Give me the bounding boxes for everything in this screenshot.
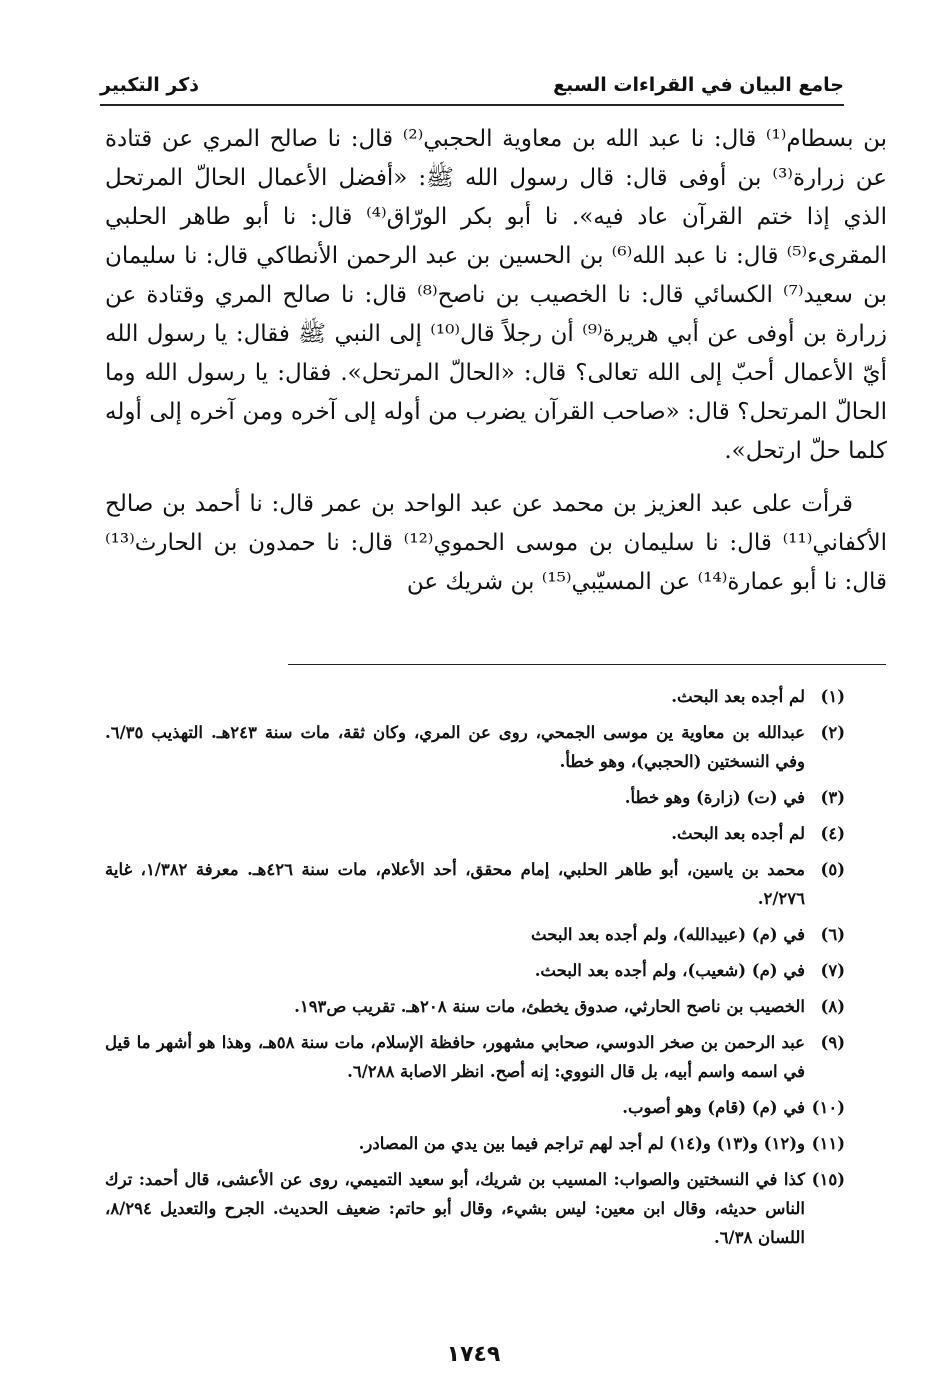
header-rule <box>100 104 844 106</box>
main-paragraph: قرأت على عبد العزيز بن محمد عن عبد الواحد بن عمر قال: نا أحمد بن صالح الأكفاني⁽¹¹⁾ قال: نا سليمان بن موسى الحموي⁽¹²⁾ قال: نا حمدون بن الحارث⁽¹³⁾ قال: نا أبو عمارة⁽¹⁴⁾ عن المسيّبي⁽¹⁵⁾ بن شريك عن <box>105 491 888 595</box>
chapter-title: ذكر التكبير <box>100 74 200 96</box>
footnote <box>105 682 845 711</box>
footnote-text: محمد بن ياسين، أبو طاهر الحلبي، إمام محقق، أحد الأعلام، مات سنة ٤٢٦هـ. معرفة ١/٣٨٢، غاية ٢/٢٧٦. <box>105 860 805 908</box>
footnote <box>105 718 845 776</box>
footnote-number: (٥) <box>820 860 845 879</box>
main-text <box>105 120 887 602</box>
footnote <box>105 1093 845 1122</box>
footnote <box>105 992 845 1021</box>
footnote-number: (١٠) <box>811 1098 845 1117</box>
footnote-text: في (م) (شعيب)، ولم أجده بعد البحث. <box>534 961 805 980</box>
footnote-number: (٢) <box>820 723 845 742</box>
footnote-number: (٤) <box>820 824 845 843</box>
page-number: ١٧٤٩ <box>446 1342 501 1367</box>
footnotes <box>105 682 845 1259</box>
footnote-separator <box>288 664 886 665</box>
running-header <box>100 70 844 102</box>
footnote <box>105 1028 845 1086</box>
footnote-text: و(١٢) و(١٣) و(١٤) لم أجد لهم تراجم فيما بين يدي من المصادر. <box>358 1134 805 1153</box>
footnote <box>105 819 845 848</box>
footnote-text: لم أجده بعد البحث. <box>671 687 805 706</box>
footnote-text: عبد الرحمن بن صخر الدوسي، صحابي مشهور، حافظة الإسلام، مات سنة ٥٨هـ، وهذا هو أشهر ما قيل في اسمه واسم أبيه، بل قال النووي: إنه أصح. انظر الاصابة ٦/٢٨٨. <box>105 1033 805 1081</box>
footnote-number: (٣) <box>820 788 845 807</box>
footnote <box>105 1165 845 1252</box>
footnote-text: الخصيب بن ناصح الحارثي، صدوق يخطئ، مات سنة ٢٠٨هـ. تقريب ص١٩٣. <box>294 997 805 1016</box>
main-paragraph: بن بسطام⁽¹⁾ قال: نا عبد الله بن معاوية الحجبي⁽²⁾ قال: نا صالح المري عن قتادة عن زرارة⁽³⁾ بن أوفى قال: قال رسول الله ﷺ: «أفضل الأعمال الحالّ المرتحل الذي إذا ختم القرآن عاد فيه». نا أبو بكر الورّاق⁽⁴⁾ قال: نا أبو طاهر الحلبي المقرىء⁽⁵⁾ قال: نا عبد الله⁽⁶⁾ بن الحسين بن عبد الرحمن الأنطاكي قال: نا سليمان بن سعيد⁽⁷⁾ الكسائي قال: نا الخصيب بن ناصح⁽⁸⁾ قال: نا صالح المري وقتادة عن زرارة بن أوفى عن أبي هريرة⁽⁹⁾ أن رجلاً قال⁽¹⁰⁾ إلى النبي ﷺ فقال: يا رسول الله أيّ الأعمال أحبّ إلى الله تعالى؟ قال: «الحالّ المرتحل». فقال: يا رسول الله وما الحالّ المرتحل؟ قال: «صاحب القرآن يضرب من أوله إلى آخره ومن آخره إلى أوله كلما حلّ ارتحل». <box>105 126 888 464</box>
footnote <box>105 956 845 985</box>
footnote-number: (١١) <box>811 1134 845 1153</box>
footnote <box>105 1129 845 1158</box>
footnote-number: (٧) <box>820 961 845 980</box>
footnote-text: كذا في النسختين والصواب: المسيب بن شريك، أبو سعيد التميمي، روى عن الأعشى، قال أحمد: ترك الناس حديثه، وقال ابن معين: ليس بشيء، وقال أبو حاتم: ضعيف الحديث. الجرح والتعديل ٨/٢٩٤، اللسان ٦/٣٨. <box>105 1170 805 1247</box>
footnote <box>105 920 845 949</box>
footnote-number: (١٥) <box>811 1170 845 1189</box>
footnote-text: في (م) (عبيدالله)، ولم أجده بعد البحث <box>531 925 805 944</box>
footnote-number: (٦) <box>820 925 845 944</box>
footnote-text: في (م) (قام) وهو أصوب. <box>622 1098 805 1117</box>
footnote <box>105 783 845 812</box>
footnote-text: في (ت) (زارة) وهو خطأ. <box>624 788 805 807</box>
footnote-number: (١) <box>820 687 845 706</box>
footnote-text: لم أجده بعد البحث. <box>671 824 805 843</box>
footnote-number: (٨) <box>820 997 845 1016</box>
footnote-text: عبدالله بن معاوية ين موسى الجمحي، روى عن المري، وكان ثقة، مات سنة ٢٤٣هـ. التهذيب ٦/٣٥. وفي النسختين (الحجبي)، وهو خطأ. <box>105 723 805 771</box>
footnote-number: (٩) <box>820 1033 845 1052</box>
footnote <box>105 855 845 913</box>
book-title: جامع البيان في القراءات السبع <box>553 74 844 96</box>
